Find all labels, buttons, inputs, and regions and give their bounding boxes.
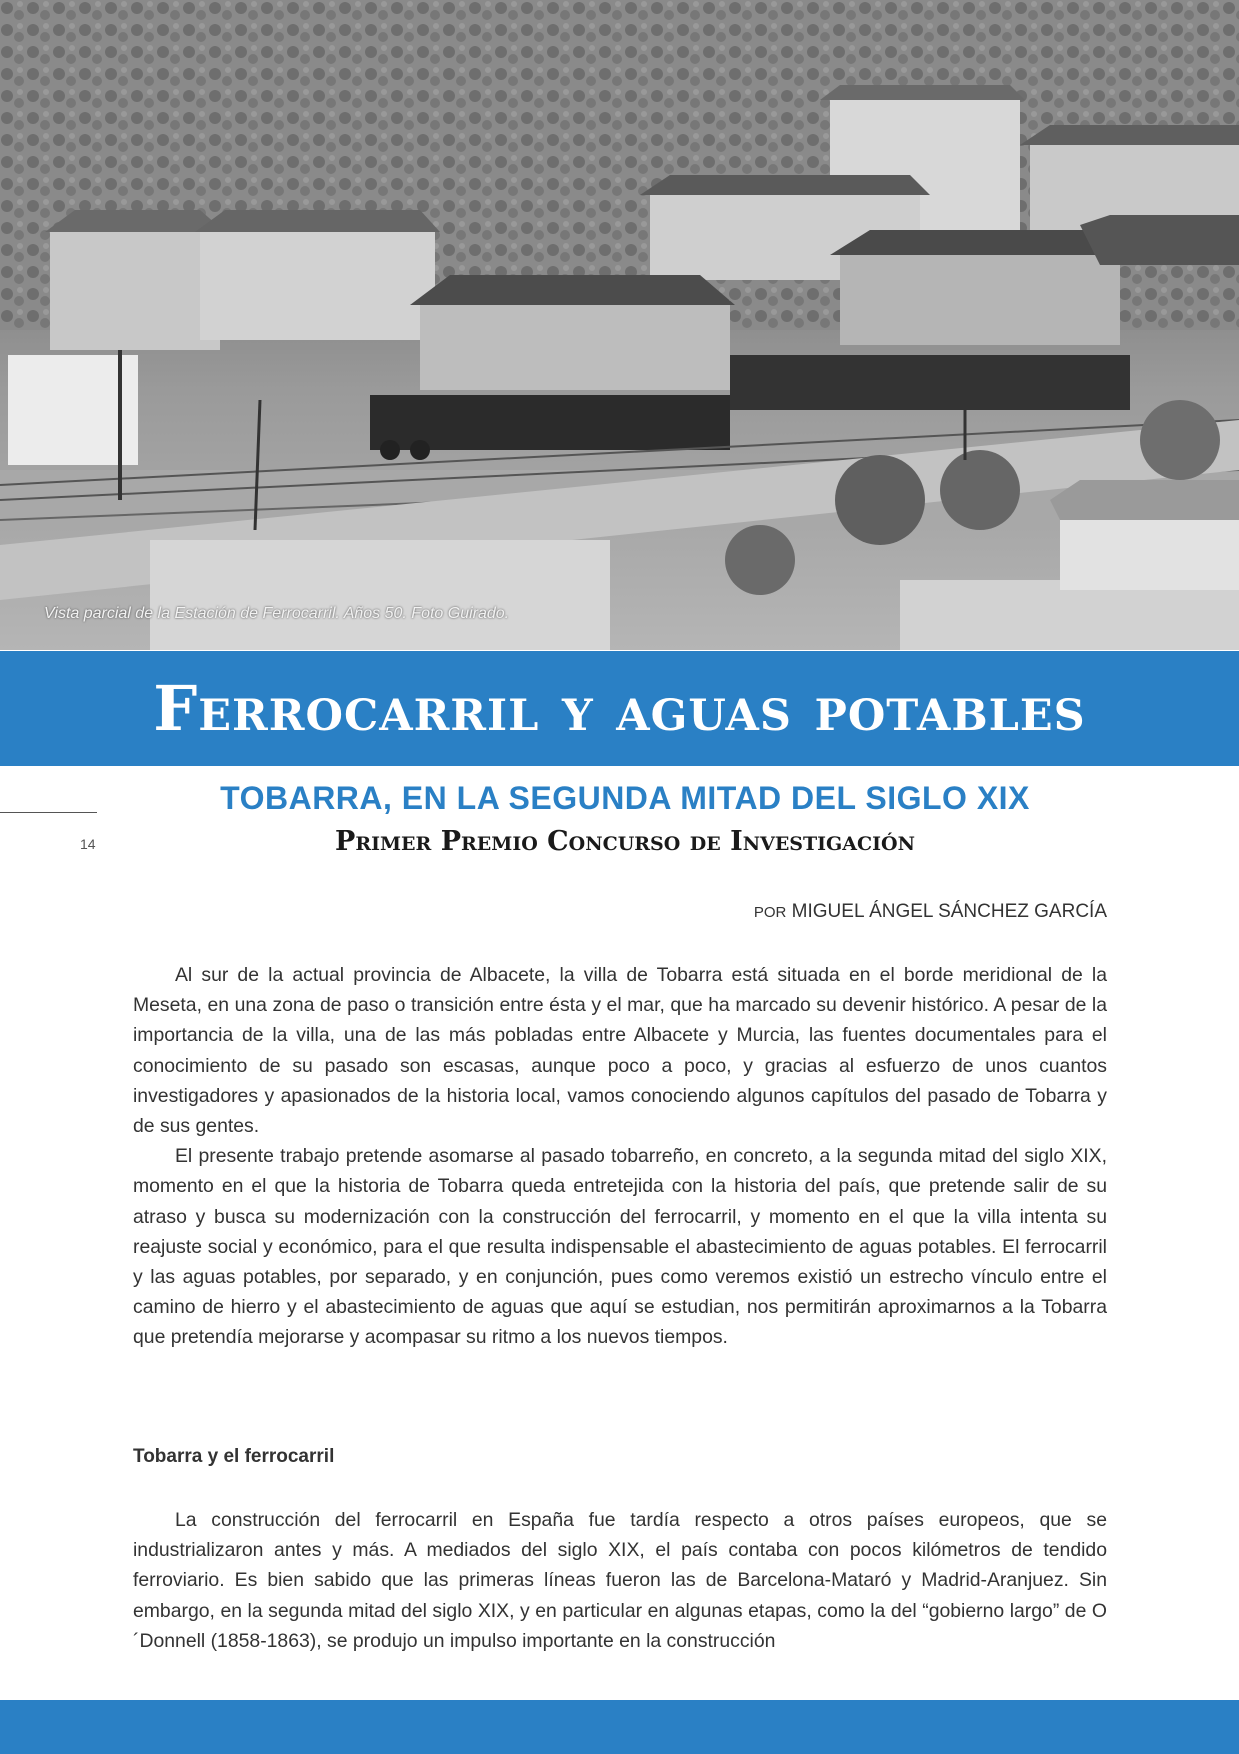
- title-band: [0, 651, 1239, 766]
- article-subtitle: TOBARRA, EN LA SEGUNDA MITAD DEL SIGLO XIX: [220, 780, 1030, 816]
- section-heading: Tobarra y el ferrocarril: [133, 1446, 335, 1467]
- section-text: [133, 1505, 1107, 1656]
- photo-caption: Vista parcial de la Estación de Ferrocarril. Años 50. Foto Guirado.: [44, 605, 510, 622]
- author-byline: [754, 901, 1107, 923]
- intro-text: [133, 960, 1107, 1353]
- page-number: 14: [80, 836, 96, 852]
- prize-line: Primer Premio Concurso de Investigación: [335, 826, 915, 857]
- station-photo-illustration: [0, 0, 1239, 650]
- intro-paragraph: El presente trabajo pretende asomarse al pasado tobarreño, en concreto, a la segunda mitad del siglo XIX, momento en el que la historia de Tobarra queda entretejida con la historia del país, que pretende salir de su atraso y busca su modernización con la construcción del ferrocarril, y momento en el que la villa intenta su reajuste social y económico, para el que resulta indispensable el abastecimiento de aguas potables. El ferrocarril y las aguas potables, por separado, y en conjunción, pues como veremos existió un estrecho vínculo entre el camino de hierro y el abastecimiento de aguas que aquí se estudian, nos permitirán aproximarnos a la Tobarra que pretendía mejorarse y acompasar su ritmo a los nuevos tiempos.: [133, 1145, 1107, 1349]
- intro-paragraph: Al sur de la actual provincia de Albacete, la villa de Tobarra está situada en el borde meridional de la Meseta, en una zona de paso o transición entre ésta y el mar, que ha marcado su devenir histórico. A pesar de la importancia de la villa, una de las más pobladas entre Albacete y Murcia, las fuentes documentales para el conocimiento de su pasado son escasas, aunque poco a poco, y gracias al esfuerzo de unos cuantos investigadores y apasionados de la historia local, vamos conociendo algunos capítulos del pasado de Tobarra y de sus gentes.: [133, 964, 1107, 1138]
- footer-band: [0, 1700, 1239, 1754]
- margin-rule: [0, 812, 97, 813]
- section-paragraph: La construcción del ferrocarril en España fue tardía respecto a otros países europeos, que se industrializaron antes y más. A mediados del siglo XIX, el país contaba con pocos kilómetros de tendido ferroviario. Es bien sabido que las primeras líneas fueron las de Barcelona-Mataró y Madrid-Aranjuez. Sin embargo, en la segunda mitad del siglo XIX, y en particular en algunas etapas, como la del “gobierno largo” de O´Donnell (1858-1863), se produjo un impulso importante en la construcción: [133, 1509, 1107, 1652]
- author-prefix: POR: [753, 904, 787, 921]
- page-title: Ferrocarril y aguas potables: [153, 672, 1086, 745]
- author-name: MIGUEL ÁNGEL SÁNCHEZ GARCÍA: [791, 901, 1107, 922]
- station-photo: [0, 0, 1239, 650]
